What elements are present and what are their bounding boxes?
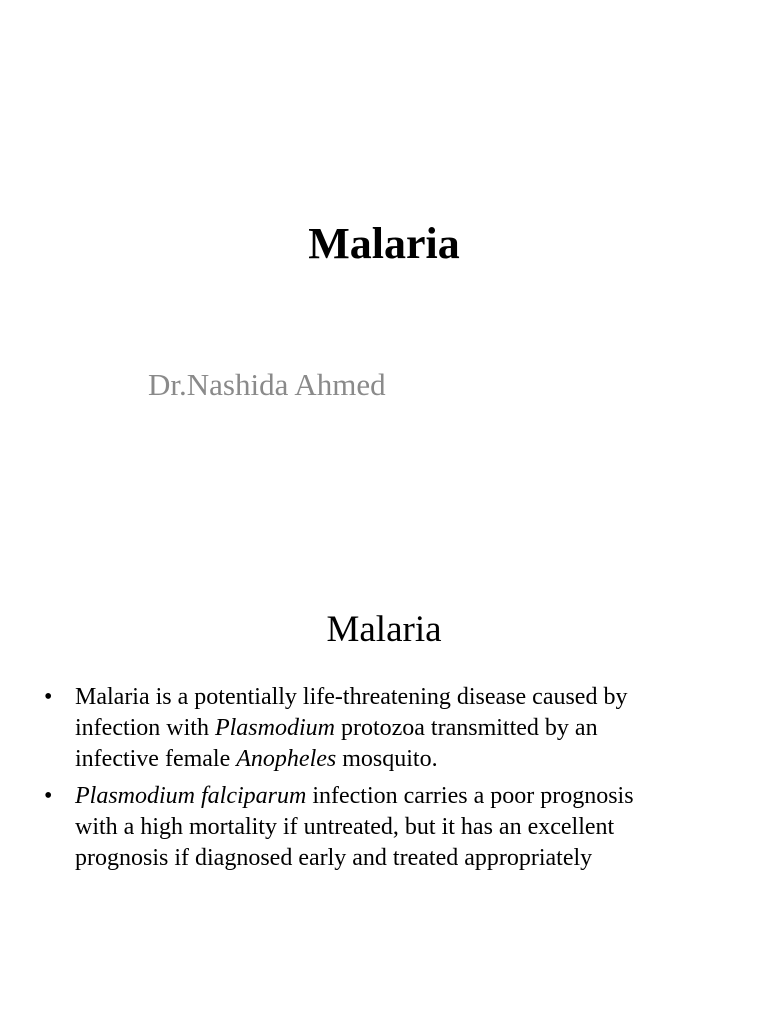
- slide-2-title: Malaria: [326, 609, 442, 650]
- slide-2: [0, 512, 768, 1024]
- bullet-line: prognosis if diagnosed early and treated appropriately: [75, 845, 593, 871]
- bullet-line: with a high mortality if untreated, but it has an excellent: [75, 814, 615, 840]
- bullet-line: Malaria is a potentially life-threatening disease caused by: [75, 684, 628, 710]
- author-name: Dr.Nashida Ahmed: [148, 367, 386, 402]
- bullet-line: infective female Anopheles mosquito.: [75, 746, 438, 772]
- genus-name: Plasmodium: [214, 715, 335, 741]
- bullet-item: [0, 682, 768, 775]
- bullet-icon: •: [44, 684, 53, 710]
- bullet-item: [0, 781, 768, 874]
- bullet-line: infection with Plasmodium protozoa transmitted by an: [75, 715, 598, 741]
- slide-title: Malaria: [308, 219, 460, 268]
- bullet-list: [0, 682, 768, 880]
- species-name: Plasmodium falciparum: [75, 783, 307, 809]
- genus-name: Anopheles: [236, 746, 337, 772]
- bullet-line: Plasmodium falciparum infection carries a poor prognosis: [75, 783, 634, 809]
- bullet-icon: •: [44, 783, 53, 809]
